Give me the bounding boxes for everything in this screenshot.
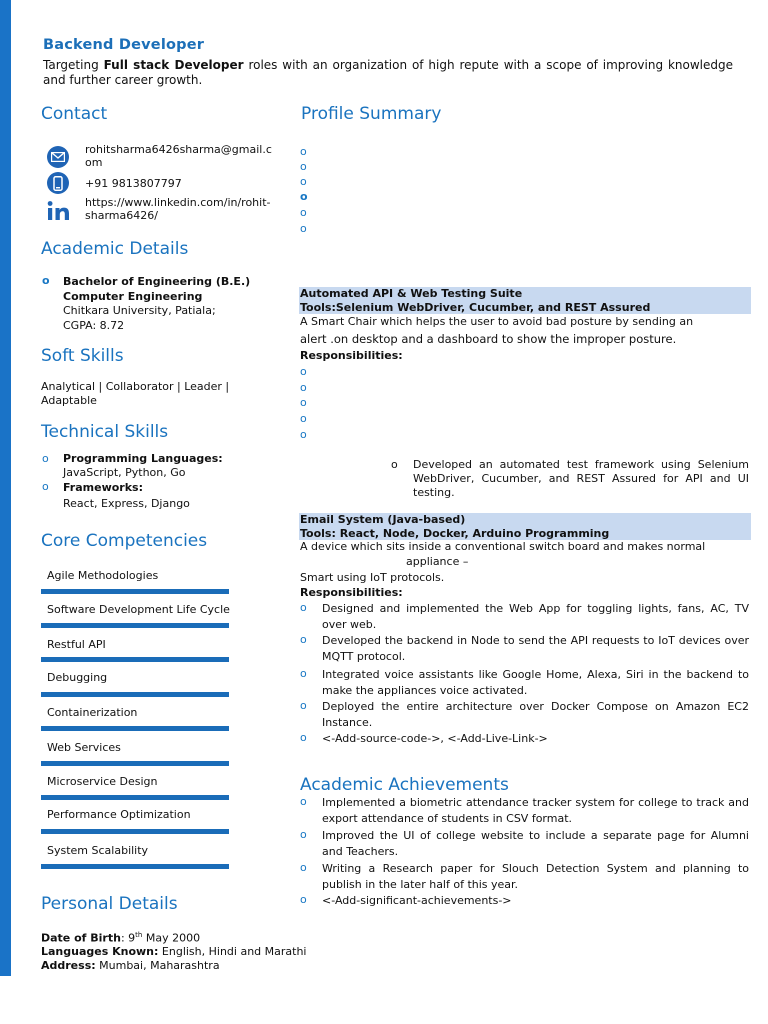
project2-header: Email System (Java-based) Tools: React, Node, Docker, Arduino Programming	[299, 513, 751, 540]
competency-item: Performance Optimization	[47, 808, 191, 821]
personal-details-heading: Personal Details	[41, 894, 178, 914]
achievement-bullet-glyph: o	[300, 861, 307, 874]
project2-responsibilities-label: Responsibilities:	[300, 586, 403, 599]
tech-bullet: o	[42, 452, 49, 465]
academic-achievements-heading: Academic Achievements	[300, 775, 509, 795]
summary-bullet: o	[300, 222, 307, 235]
project2-bullet: Designed and implemented the Web App for toggling lights, fans, AC, TV over web.	[322, 602, 749, 631]
project2-description-line1: A device which sits inside a conventional switch board and makes normal	[300, 540, 706, 553]
achievement-bullet-glyph: o	[300, 795, 307, 808]
project1-bullet: o	[300, 428, 307, 441]
core-competencies-heading: Core Competencies	[41, 531, 208, 551]
competency-bar	[41, 864, 229, 869]
phone-icon	[47, 172, 69, 194]
email-address[interactable]: rohitsharma6426sharma@gmail.c om	[85, 143, 272, 169]
technical-skills-heading: Technical Skills	[41, 422, 169, 442]
phone-number[interactable]: +91 9813807797	[85, 177, 182, 190]
competency-item: Software Development Life Cycle	[47, 603, 230, 616]
soft-skills-list: Analytical | Collaborator | Leader | Adaptable	[41, 380, 230, 407]
linkedin-url[interactable]: https://www.linkedin.com/in/rohit- sharma6426/	[85, 196, 271, 222]
programming-languages: Programming Languages: JavaScript, Python, Go	[63, 452, 223, 479]
project1-indented-bullet-glyph: o	[391, 458, 398, 471]
summary-bullet: o	[300, 160, 307, 173]
competency-bar	[41, 726, 229, 731]
competency-bar	[41, 623, 229, 628]
competency-bar	[41, 761, 229, 766]
left-accent-bar	[0, 0, 11, 976]
achievement-bullet-glyph: o	[300, 828, 307, 841]
competency-item: Web Services	[47, 741, 121, 754]
project1-bullet: o	[300, 412, 307, 425]
competency-item: Containerization	[47, 706, 138, 719]
project2-description-line2: appliance –	[406, 555, 469, 568]
competency-item: Agile Methodologies	[47, 569, 159, 582]
competency-item: Debugging	[47, 671, 108, 684]
achievement-item: Improved the UI of college website to include a separate page for Alumni and Teachers.	[322, 829, 749, 858]
project2-bullet-glyph: o	[300, 699, 307, 712]
competency-item: Microservice Design	[47, 775, 158, 788]
soft-skills-heading: Soft Skills	[41, 346, 124, 366]
competency-bar	[41, 657, 229, 662]
project2-links[interactable]: <-Add-source-code->, <-Add-Live-Link->	[322, 732, 548, 745]
project2-bullet-glyph: o	[300, 667, 307, 680]
academic-details-heading: Academic Details	[41, 239, 189, 259]
project2-bullet: Developed the backend in Node to send the API requests to IoT devices over MQTT protocol.	[322, 634, 749, 663]
project2-bullet: Deployed the entire architecture over Docker Compose on Amazon EC2 Instance.	[322, 700, 749, 729]
achievement-item: Implemented a biometric attendance tracker system for college to track and export attendance of students in CSV format.	[322, 796, 749, 825]
project1-description-line2: alert .on desktop and a dashboard to show the improper posture.	[300, 332, 677, 346]
project1-bullet: o	[300, 396, 307, 409]
summary-bullet: o	[300, 206, 307, 219]
project2-bullet: Integrated voice assistants like Google Home, Alexa, Siri in the backend to make the appliances voice activated.	[322, 668, 749, 697]
competency-bar	[41, 589, 229, 594]
project2-description-line3: Smart using IoT protocols.	[300, 571, 445, 584]
competency-item: System Scalability	[47, 844, 149, 857]
contact-heading: Contact	[41, 104, 108, 124]
tech-bullet: o	[42, 480, 49, 493]
project2-bullet-glyph: o	[300, 633, 307, 646]
job-title: Backend Developer	[43, 37, 205, 53]
frameworks: Frameworks: React, Express, Django	[63, 481, 190, 510]
achievement-item: Writing a Research paper for Slouch Detection System and planning to publish in the later half of this year.	[322, 862, 749, 891]
project2-bullet-glyph: o	[300, 601, 307, 614]
competency-bar	[41, 692, 229, 697]
competency-bar	[41, 829, 229, 834]
competency-bar	[41, 795, 229, 800]
project1-bullet: o	[300, 381, 307, 394]
project2-bullet-glyph: o	[300, 731, 307, 744]
linkedin-icon	[46, 198, 72, 222]
achievement-bullet-glyph: o	[300, 893, 307, 906]
project1-header: Automated API & Web Testing Suite Tools:Selenium WebDriver, Cucumber, and REST Assured	[299, 287, 751, 314]
profile-summary-heading: Profile Summary	[301, 104, 442, 124]
summary-bullet: o	[300, 145, 307, 158]
project1-bullet: o	[300, 365, 307, 378]
project1-responsibilities-label: Responsibilities:	[300, 349, 403, 362]
academic-bullet: o	[42, 274, 50, 287]
academic-entry: Bachelor of Engineering (B.E.) Computer Engineering Chitkara University, Patiala; CGPA: 8.72	[63, 275, 251, 332]
summary-bullet: o	[300, 190, 308, 203]
email-icon	[47, 146, 69, 168]
project1-description-line1: A Smart Chair which helps the user to avoid bad posture by sending an	[300, 315, 694, 328]
competency-item: Restful API	[47, 638, 106, 651]
project1-indented-bullet: Developed an automated test framework using Selenium WebDriver, Cucumber, and REST Assured for API and UI testing.	[413, 458, 749, 499]
personal-details: Date of Birth: 9th May 2000 Languages Known: English, Hindi and Marathi Address: Mumbai, Maharashtra	[41, 931, 307, 972]
career-objective: Targeting Full stack Developer roles with an organization of high repute with a scope of improving knowledge and further career growth.	[43, 58, 734, 87]
achievement-item: <-Add-significant-achievements->	[322, 894, 512, 907]
summary-bullet: o	[300, 175, 307, 188]
